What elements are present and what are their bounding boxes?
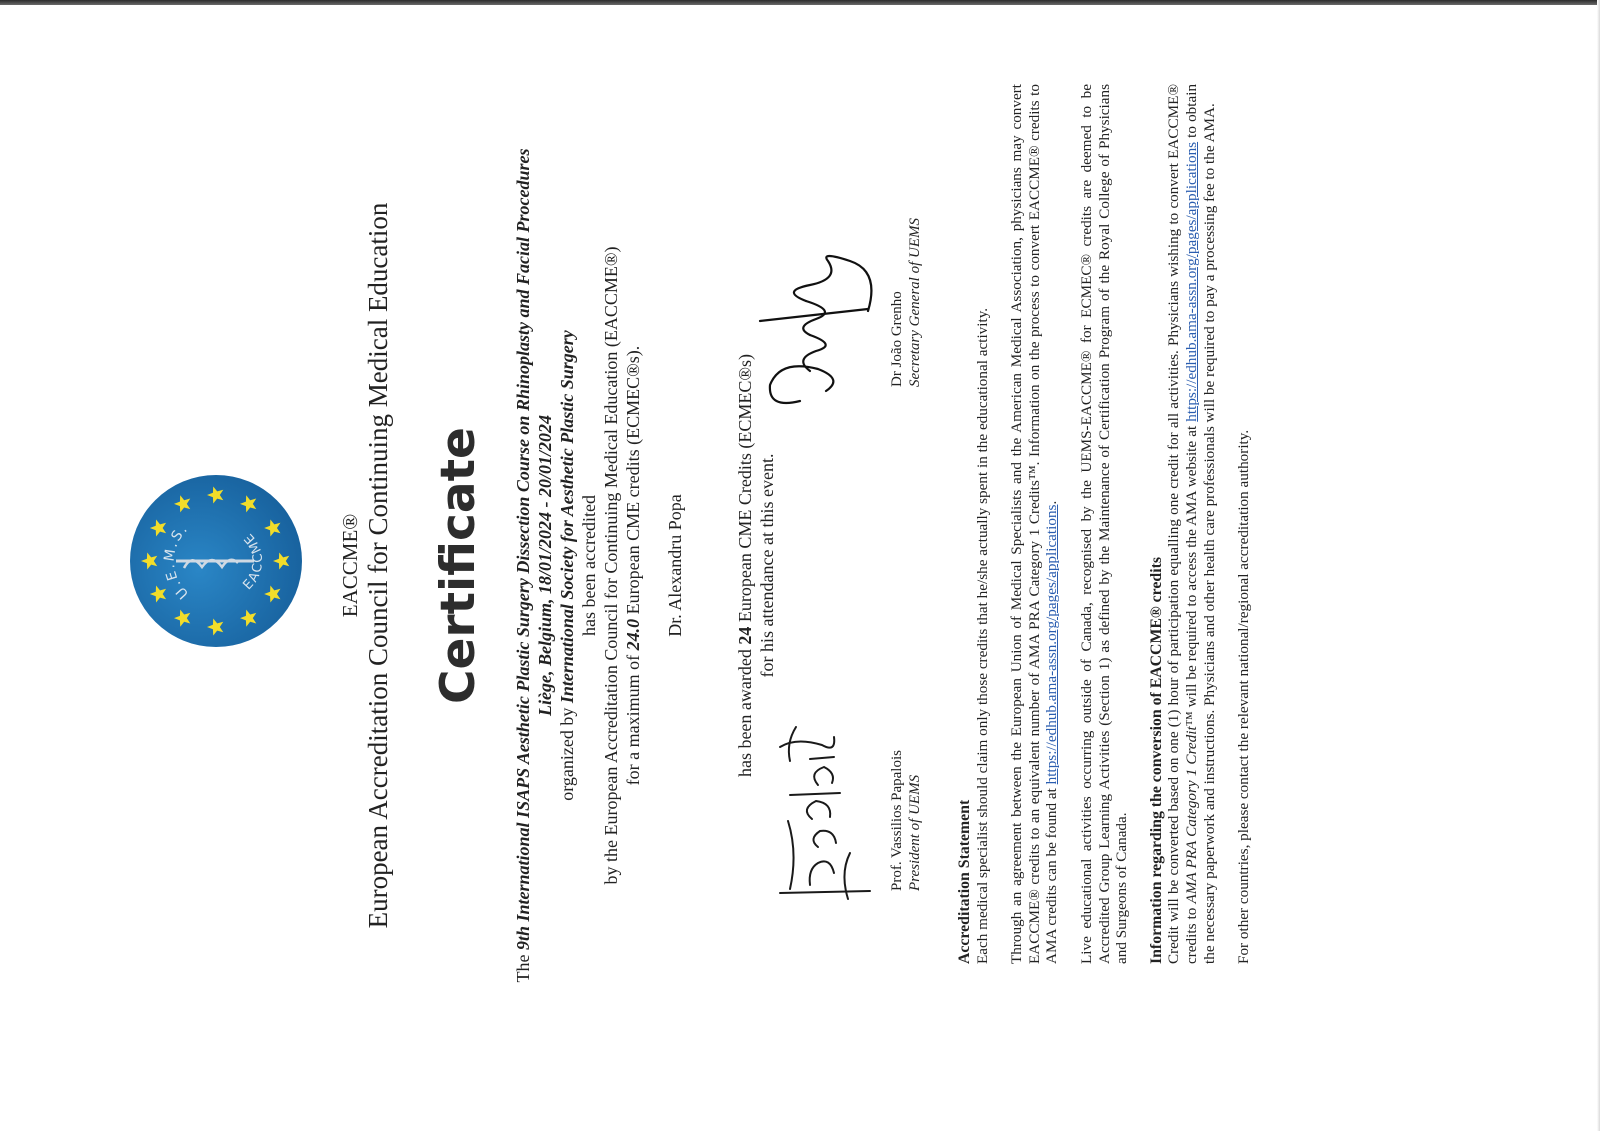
organizer-line <box>556 60 578 1071</box>
max-credits-line <box>622 60 644 1071</box>
accreditation-statement-text: Each medical specialist should claim only those credits that he/she actually spent in the educational activity. <box>973 307 991 964</box>
conversion-text-3: to obtain the necessary paperwork and instructions. Physicians and other health care professionals will be required to pay a processing fee to the AMA. <box>1182 83 1218 964</box>
max-suffix: European CME credits (ECMEC®s). <box>623 345 643 615</box>
ama-applications-link[interactable]: https://edhub.ama-assn.org/pages/applications <box>1043 504 1061 785</box>
accredited-line: has been accredited <box>579 495 599 636</box>
logo-text-top: U.E.M.S. <box>161 519 192 602</box>
accreditation-heading: Accreditation Statement <box>956 799 973 964</box>
ama-agreement-paragraph: Through an agreement between the European Union of Medical Specialists and the American Medical Association, physicians may convert EACCME® credits to an equivalent number of AMA PRA Category 1 Credits™. Information on the process to convert EACCME® credits to AMA credits can be found at https://edhub.ama-assn.org/pages/applications. <box>1008 84 1061 964</box>
accreditation-statement <box>956 84 991 964</box>
conversion-paragraph <box>1148 84 1218 964</box>
signature-grenho <box>740 221 880 431</box>
uems-eaccme-logo <box>128 473 304 649</box>
canada-paragraph: Live educational activities occurring outside of Canada, recognised by the UEMS-EACCME® for ECMEC® credits are deemed to be Accredited Group Learning Activities (Section 1) as defined by the Maintenance of Certification Program of the Royal College of Physicians and Surgeons of Canada. <box>1077 84 1131 964</box>
awarded-line <box>734 60 756 1071</box>
max-credits-value: 24.0 <box>623 618 643 651</box>
certificate-body <box>512 60 778 1071</box>
organizer-name: International Society for Aesthetic Plastic Surgery <box>557 330 577 704</box>
event-name-line <box>512 60 534 1071</box>
conversion-text-2: will be required to access the AMA website at <box>1182 425 1200 708</box>
attendance-line: for his attendance at this event. <box>757 453 777 678</box>
event-prefix: The <box>513 954 533 983</box>
council-name: European Accreditation Council for Continuing Medical Education <box>363 202 393 929</box>
max-prefix: for a maximum of <box>623 654 643 786</box>
ama-agreement-text: Through an agreement between the European Union of Medical Specialists and the American Medical Association, physicians may convert EACCME® credits to an equivalent number of AMA PRA Category 1 Credits™. Information on the process to convert EACCME® credits to AMA credits can be found at <box>1008 84 1061 964</box>
accreditor-line: by the European Accreditation Council for Continuing Medical Education (EACCME®) <box>601 246 621 885</box>
conversion-text-1: Credit will be converted based on one (1) hour of participation equalling one credit for all activities. Physicians wishing to convert EACCME® credits to <box>1165 84 1200 964</box>
signatory-1-name: Prof. Vassilios Papalois <box>889 750 905 891</box>
conversion-heading: Information regarding the conversion of EACCME® credits <box>1147 557 1165 964</box>
event-location-dates: Liège, Belgium, 18/01/2024 - 20/01/2024 <box>535 415 555 716</box>
signatory-2-role: Secretary General of UEMS <box>907 218 923 387</box>
logo-text-bottom: EACCME <box>240 528 267 594</box>
signatory-2-name: Dr João Grenho <box>889 291 905 387</box>
certificate-title: Certificate <box>431 427 486 704</box>
conversion-credit-name: AMA PRA Category 1 Credit™ <box>1182 711 1200 904</box>
eaccme-acronym: EACCME® <box>338 513 362 618</box>
ama-website-link[interactable]: https://edhub.ama-assn.org/pages/applications <box>1182 141 1200 422</box>
other-countries-paragraph: For other countries, please contact the relevant national/regional accreditation authority. <box>1235 429 1253 964</box>
awarded-suffix: European CME Credits (ECMEC®s) <box>735 353 755 623</box>
signatory-2 <box>888 218 924 387</box>
awarded-credits-value: 24 <box>735 626 755 645</box>
signature-papalois <box>640 713 880 913</box>
awarded-prefix: has been awarded <box>735 649 755 778</box>
organizer-prefix: organized by <box>557 707 577 801</box>
signatory-1 <box>888 750 924 891</box>
signatory-1-role: President of UEMS <box>907 774 923 891</box>
event-name: 9th International ISAPS Aesthetic Plastic Surgery Dissection Course on Rhinoplasty and Facial Procedures <box>513 148 533 950</box>
recipient-name: Dr. Alexandru Popa <box>665 494 685 637</box>
accreditation-section <box>956 84 1270 964</box>
